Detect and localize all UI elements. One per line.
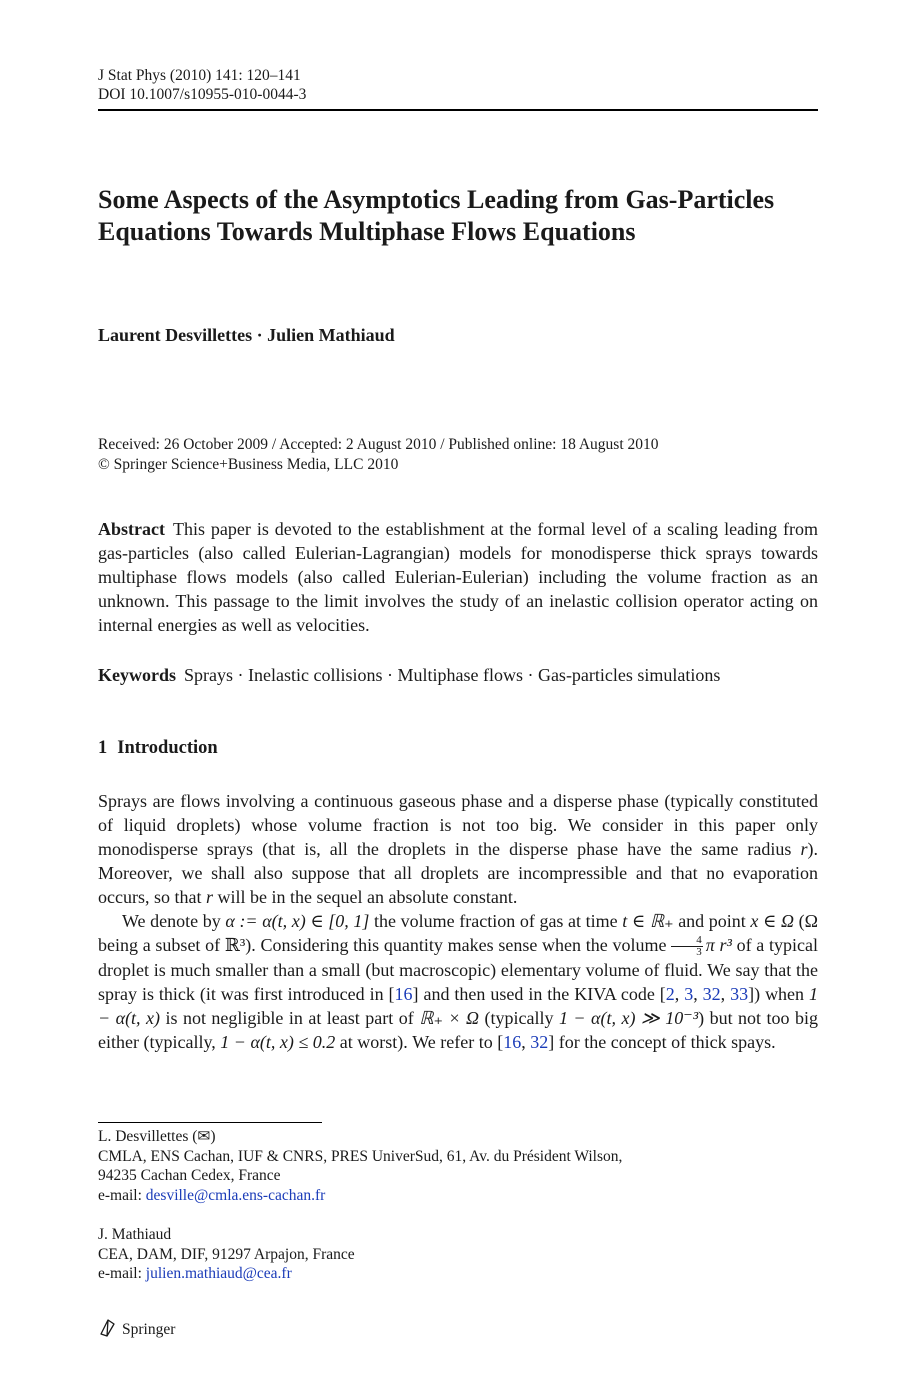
author-1-name: L. Desvillettes (✉) [98, 1128, 216, 1145]
citation-link-32[interactable]: 32 [702, 984, 721, 1005]
text-run: at worst). We refer to [ [335, 1032, 504, 1053]
email-label: e-mail: [98, 1186, 146, 1204]
author-2-name: J. Mathiaud [98, 1226, 172, 1243]
math-inline: α := α(t, x) ∈ [0, 1] [225, 911, 370, 931]
citation-link-33[interactable]: 33 [730, 984, 749, 1005]
author-2-affiliation: CEA, DAM, DIF, 91297 Arpajon, France [98, 1245, 355, 1263]
citation-link-16[interactable]: 16 [394, 984, 413, 1005]
text-run: will be in the sequel an absolute constant. [213, 887, 518, 907]
keywords-text: Sprays · Inelastic collisions · Multiphase flows · Gas-particles simulations [184, 665, 721, 685]
author-1-email-link[interactable]: desville@cmla.ens-cachan.fr [145, 1186, 326, 1204]
abstract-text: This paper is devoted to the establishment at the formal level of a scaling leading from gas-particles (also called Eulerian-Lagrangian) models for monodisperse thick sprays towards multiphase flows models (also called Eulerian-Eulerian) including the volume fraction as an unknown. This passage to the limit involves the study of an inelastic collision operator acting on internal energies as well as velocities. [98, 519, 818, 635]
math-inline: 1 − α(t, x) ≫ 10⁻³ [558, 1008, 699, 1029]
fraction [671, 935, 703, 958]
section-heading [98, 738, 218, 759]
citation-link-16[interactable]: 16 [503, 1032, 522, 1053]
text-run: (typically [479, 1008, 559, 1029]
fraction-numerator: 4 [671, 935, 703, 947]
text-run: ]) when [748, 984, 810, 1005]
abstract-label: Abstract [98, 519, 165, 539]
journal-citation: J Stat Phys (2010) 141: 120–141 [98, 67, 301, 84]
author-1-address: 94235 Cachan Cedex, France [98, 1167, 281, 1184]
math-inline: 1 − α(t, x) [98, 984, 819, 1029]
text-run: Sprays are flows involving a continuous gaseous phase and a disperse phase (typically constituted of liquid droplets) whose volume fraction is not too big. We consider in this paper only monodisperse sprays (that is, all the droplets in the disperse phase have the same radius [98, 791, 818, 859]
author-1-email-line [98, 1186, 622, 1206]
springer-logo-icon [98, 1317, 122, 1342]
author-2-email-line [98, 1264, 355, 1284]
text-run: is not negligible in at least part of [160, 1008, 420, 1029]
text-run: ] and then used in the KIVA code [ [412, 984, 666, 1005]
math-inline: r [800, 839, 808, 859]
keywords [98, 663, 818, 687]
text-run: and point [673, 911, 751, 931]
abstract [98, 517, 818, 637]
paragraph-2: We denote by α := α(t, x) ∈ [0, 1] the volume fraction of gas at time t ∈ ℝ₊ and point x ∈ Ω (Ω being a subset of ℝ³). Considering this quantity makes sense when the volume $\frac{4}{3}$ π r³ of a typical droplet is much smaller than a small (but macroscopic) elementary volume of fluid. We say that the spray is thick (it was first introduced in [16] and then used in the KIVA code [2, 3, 32, 33]) when 1 − α(t, x) is not negligible in at least part of ℝ₊ × Ω (typically 1 − α(t, x) ≫ 10⁻³) but not too big either (typically, 1 − α(t, x) ≤ 0.2 at worst). We refer to [16, 32] for the concept of thick spays. [98, 911, 819, 1053]
citation-link-3[interactable]: 3 [684, 984, 694, 1005]
math-inline: ℝ₊ × Ω [419, 1008, 480, 1029]
publisher-name: Springer [122, 1320, 176, 1338]
text-run: ) but not too big either (typically, [98, 1008, 818, 1053]
section-title: Introduction [117, 738, 218, 758]
paper-title: Some Aspects of the Asymptotics Leading from Gas-Particles Equations Towards Multiphase Flows Equations [98, 185, 775, 246]
journal-header [98, 66, 818, 104]
text-run: the volume fraction of gas at time [369, 911, 623, 931]
fraction-denominator: 3 [696, 946, 702, 959]
text-run: We denote by [122, 911, 226, 931]
header-rule [98, 109, 818, 111]
footnote-rule [98, 1122, 322, 1123]
authors: Laurent Desvillettes · Julien Mathiaud [98, 325, 395, 345]
citation-link-32[interactable]: 32 [530, 1032, 549, 1053]
citation-link-2[interactable]: 2 [665, 984, 675, 1005]
text-run: ). Moreover, we shall also suppose that all droplets are incompressible and that no evaporation occurs, so that [98, 839, 818, 907]
body-text [98, 789, 818, 1054]
math-inline: t ∈ ℝ₊ [622, 911, 674, 931]
author-2-email-link[interactable]: julien.mathiaud@cea.fr [145, 1265, 292, 1282]
text-run: ] for the concept of thick spays. [548, 1032, 776, 1053]
text-run: (Ω being a subset of ℝ³). Considering this quantity makes sense when the volume [98, 911, 818, 955]
footnote-author-2 [98, 1225, 355, 1284]
email-label: e-mail: [98, 1265, 146, 1282]
section-number: 1 [98, 738, 108, 758]
page-footer [98, 1317, 175, 1342]
publication-dates [98, 435, 818, 474]
footnote-author-1 [98, 1127, 622, 1205]
author-1-affiliation: CMLA, ENS Cachan, IUF & CNRS, PRES UniverSud, 61, Av. du Président Wilson, [98, 1147, 623, 1165]
math-inline: 1 − α(t, x) ≤ 0.2 [220, 1032, 336, 1053]
copyright-line: © Springer Science+Business Media, LLC 2010 [98, 455, 399, 473]
dates-line: Received: 26 October 2009 / Accepted: 2 August 2010 / Published online: 18 August 2010 [98, 436, 659, 453]
paragraph-1 [98, 789, 818, 909]
keywords-label: Keywords [98, 665, 176, 685]
math-inline: π r³ [705, 935, 732, 955]
math-inline: r [205, 887, 213, 907]
math-inline: x ∈ Ω [750, 911, 794, 931]
doi: DOI 10.1007/s10955-010-0044-3 [98, 86, 307, 103]
text-run: of a typical droplet is much smaller than a small (but macroscopic) elementary volume of fluid. We say that the spray is thick (it was first introduced in [ [98, 935, 819, 1005]
